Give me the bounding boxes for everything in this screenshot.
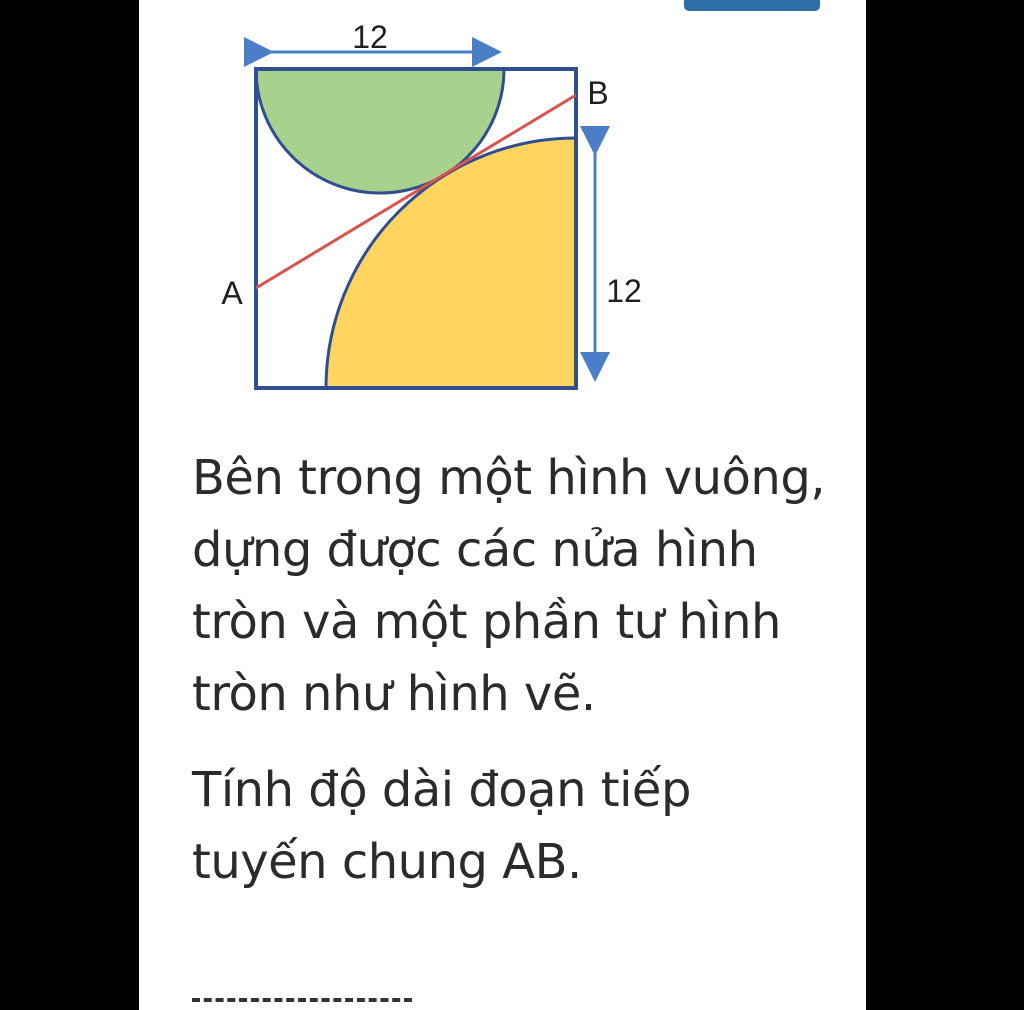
question-text — [192, 442, 832, 922]
point-b-label: B — [587, 75, 609, 111]
question-paragraph-2: Tính độ dài đoạn tiếp tuyến chung AB. — [192, 762, 691, 890]
dashed-divider — [192, 998, 412, 1002]
geometry-figure — [0, 0, 1024, 430]
point-a-label: A — [221, 275, 243, 311]
question-paragraph-1: Bên trong một hình vuông, dựng được các nửa hình tròn và một phần tư hình tròn như hình vẽ. — [192, 450, 826, 722]
top-length-label: 12 — [352, 19, 388, 55]
side-length-label: 12 — [606, 273, 642, 309]
